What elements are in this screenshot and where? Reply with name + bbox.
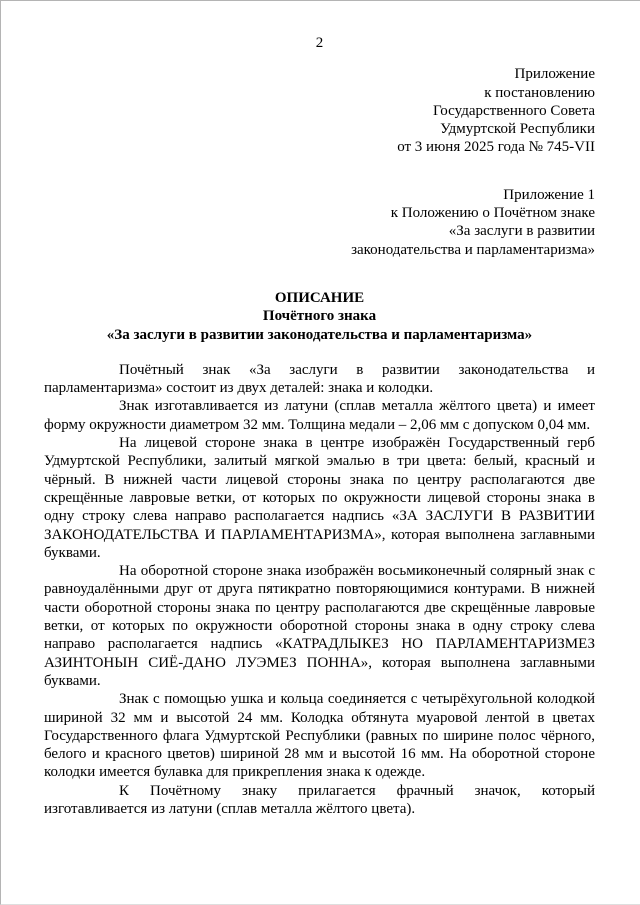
annex-reference-line: Приложение bbox=[514, 66, 595, 83]
annex-reference-line: Государственного Совета bbox=[432, 102, 595, 119]
document-title bbox=[44, 289, 595, 344]
body-paragraph: Знак с помощью ушка и кольца соединяется с четырёхугольной колодкой шириной 32 мм и высотой 24 мм. Колодка обтянута муаровой лентой в цветах Государственного флага Удмуртской Республики (равных по ширине полос чёрного, белого и красного цветов) шириной 28 мм и высотой 16 мм. На оборотной стороне колодки имеется булавка для прикрепления знака к одежде. bbox=[44, 691, 595, 781]
annex-reference-block-2 bbox=[44, 186, 595, 259]
body-paragraph: На лицевой стороне знака в центре изображён Государственный герб Удмуртской Республики, залитый мягкой эмалью в три цвета: белый, красный и чёрный. В нижней части лицевой стороны знака по центру располагаются две скрещённые лавровые ветки, от которых по окружности лицевой стороны знака в одну строку слева направо располагается надпись «ЗА ЗАСЛУГИ В РАЗВИТИИ ЗАКОНОДАТЕЛЬСТВА И ПАРЛАМЕНТАРИЗМА», которая выполнена заглавными буквами. bbox=[44, 435, 595, 561]
document-title-line: ОПИСАНИЕ bbox=[274, 289, 365, 306]
document-title-line: «За заслуги в развитии законодательства и парламентаризма» bbox=[106, 326, 533, 343]
body-paragraph: На оборотной стороне знака изображён восьмиконечный солярный знак с равноудалёнными друг от друга пятикратно повторяющимися контурами. В нижней части оборотной стороны знака по центру располагаются две скрещённые лавровые ветки, от которых по окружности оборотной стороны знака в одну строку слева направо располагается надпись «КАТРАДЛЫКЕЗ НО ПАРЛАМЕНТАРИЗМЕЗ АЗИНТОНЫН СИЁ-ДАНО ЛУЭМЕЗ ПОННА», которая выполнена заглавными буквами. bbox=[44, 563, 595, 689]
annex-reference-line: к Положению о Почётном знаке bbox=[390, 205, 595, 222]
page-number: 2 bbox=[315, 35, 324, 51]
annex-reference-line: Удмуртской Республики bbox=[440, 121, 595, 138]
document-title-line: Почётного знака bbox=[262, 308, 377, 325]
annex-reference-line: от 3 июня 2025 года № 745-VII bbox=[397, 139, 595, 156]
body-paragraph: К Почётному знаку прилагается фрачный значок, который изготавливается из латуни (сплав металла жёлтого цвета). bbox=[44, 782, 595, 817]
annex-reference-line: к постановлению bbox=[484, 84, 595, 101]
annex-reference-line: законодательства и парламентаризма» bbox=[351, 241, 595, 258]
annex-reference-block-1 bbox=[44, 65, 595, 156]
annex-reference-line: «За заслуги в развитии bbox=[448, 223, 595, 240]
body-paragraph: Знак изготавливается из латуни (сплав металла жёлтого цвета) и имеет форму окружности диаметром 32 мм. Толщина медали – 2,06 мм с допуском 0,04 мм. bbox=[44, 398, 595, 433]
document-body bbox=[44, 361, 595, 818]
annex-reference-line: Приложение 1 bbox=[503, 186, 595, 203]
body-paragraph: Почётный знак «За заслуги в развитии законодательства и парламентаризма» состоит из двух деталей: знака и колодки. bbox=[44, 361, 595, 397]
